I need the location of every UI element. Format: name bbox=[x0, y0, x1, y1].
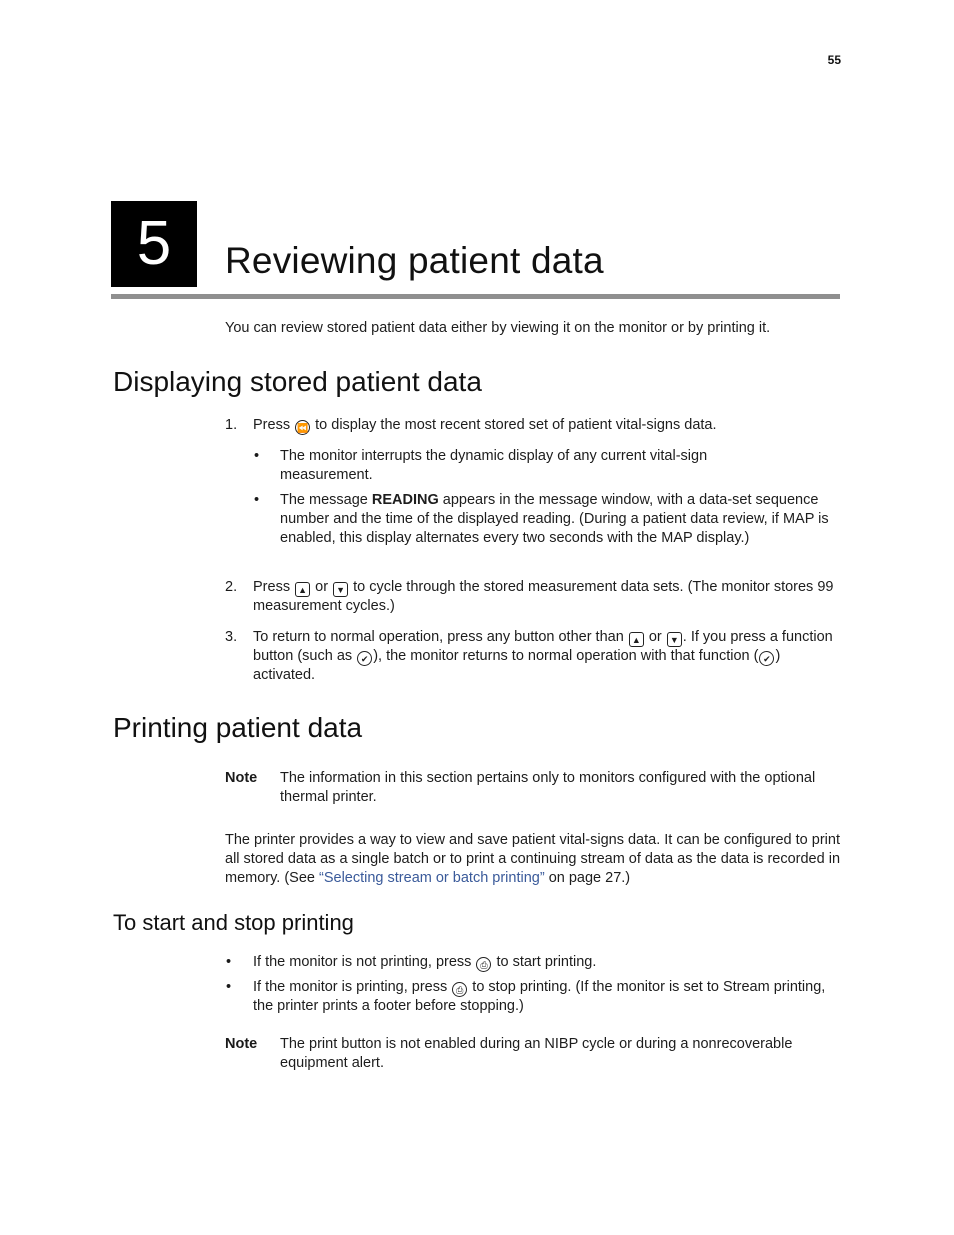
step-3-post3: ) activated. bbox=[253, 648, 781, 683]
print-icon: ⎙ bbox=[476, 957, 491, 972]
step-2 bbox=[253, 578, 843, 616]
step-number: 2. bbox=[225, 579, 238, 595]
step-1-bullet-2 bbox=[280, 491, 835, 548]
step-3-post2: ), the monitor returns to normal operation with that function ( bbox=[373, 648, 759, 664]
step-1 bbox=[253, 416, 843, 435]
reading-message: READING bbox=[371, 492, 439, 508]
function-button-icon: ✔ bbox=[357, 651, 372, 666]
chapter-intro: You can review stored patient data either by viewing it on the monitor or by printing it. bbox=[225, 320, 771, 336]
chapter-title: Reviewing patient data bbox=[225, 240, 604, 281]
step-3 bbox=[253, 628, 843, 685]
note-label: Note bbox=[225, 1036, 258, 1052]
step-1-post: to display the most recent stored set of patient vital-signs data. bbox=[315, 417, 717, 433]
step-1-pre: Press bbox=[253, 417, 291, 433]
print-bullet-2-post: to stop printing. (If the monitor is set to Stream printing, the printer prints a footer before stopping.) bbox=[253, 979, 826, 1014]
bullet-dot: • bbox=[226, 979, 232, 995]
note-text: The print button is not enabled during an NIBP cycle or during a nonrecoverable equipment alert. bbox=[280, 1036, 793, 1071]
page-number: 55 bbox=[827, 53, 841, 67]
step-3-post1: . If you press a function button (such as bbox=[253, 629, 833, 664]
note-text: The information in this section pertains only to monitors configured with the optional thermal printer. bbox=[280, 770, 816, 805]
printing-paragraph bbox=[225, 831, 840, 888]
print-bullet-1 bbox=[253, 953, 843, 972]
print-bullet-2-pre: If the monitor is printing, press bbox=[253, 979, 448, 995]
up-arrow-icon: ▲ bbox=[295, 582, 310, 597]
up-arrow-icon: ▲ bbox=[629, 632, 644, 647]
stream-batch-link[interactable]: “Selecting stream or batch printing” bbox=[319, 870, 545, 886]
subsection-heading-printing: To start and stop printing bbox=[113, 910, 354, 935]
down-arrow-icon: ▼ bbox=[667, 632, 682, 647]
step-3-pre: To return to normal operation, press any button other than bbox=[253, 629, 624, 645]
printing-paragraph-post: on page 27.) bbox=[548, 870, 631, 886]
print-bullet-1-pre: If the monitor is not printing, press bbox=[253, 954, 472, 970]
bullet-dot: • bbox=[254, 448, 260, 464]
bullet-2-pre: The message bbox=[280, 492, 368, 508]
printing-paragraph-pre: The printer provides a way to view and save patient vital-signs data. It can be configured to print all stored data as a single batch or to print a continuing stream of data as the data is recorded in memory. (See bbox=[225, 832, 841, 886]
function-button-icon: ✔ bbox=[759, 651, 774, 666]
note-label: Note bbox=[225, 770, 258, 786]
chapter-number: 5 bbox=[111, 201, 197, 287]
bullet-dot: • bbox=[226, 954, 232, 970]
step-number: 1. bbox=[225, 417, 238, 433]
step-2-pre: Press bbox=[253, 579, 291, 595]
step-2-mid: or bbox=[315, 579, 329, 595]
print-bullet-2 bbox=[253, 978, 833, 1016]
step-2-post: to cycle through the stored measurement data sets. (The monitor stores 99 measurement cycles.) bbox=[253, 579, 834, 614]
step-3-mid: or bbox=[648, 629, 662, 645]
down-arrow-icon: ▼ bbox=[333, 582, 348, 597]
rewind-icon: ⏪ bbox=[295, 420, 310, 435]
bullet-dot: • bbox=[254, 492, 260, 508]
print-bullet-1-post: to start printing. bbox=[496, 954, 597, 970]
step-number: 3. bbox=[225, 629, 238, 645]
section-heading-printing: Printing patient data bbox=[113, 712, 363, 743]
section-heading-displaying: Displaying stored patient data bbox=[113, 366, 482, 397]
step-1-bullet-1: The monitor interrupts the dynamic display of any current vital-sign measurement. bbox=[280, 448, 708, 483]
bullet-2-post: appears in the message window, with a data-set sequence number and the time of the displayed reading. (During a patient data review, if MAP is enabled, this display alternates every two seconds with the MAP display.) bbox=[280, 492, 829, 546]
print-icon: ⎙ bbox=[452, 982, 467, 997]
chapter-rule bbox=[111, 294, 840, 299]
